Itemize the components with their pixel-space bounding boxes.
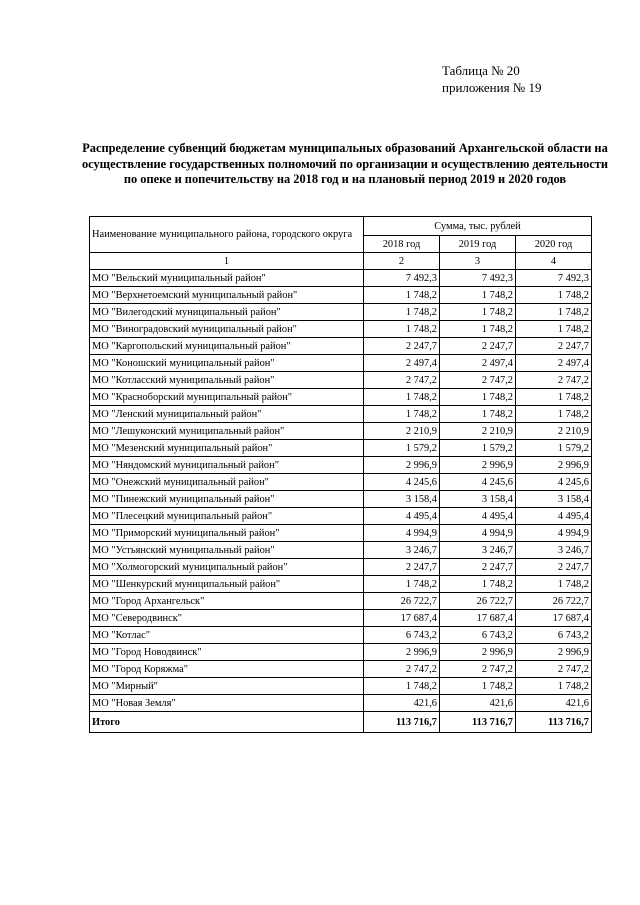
row-value-2020: 26 722,7 — [516, 593, 592, 610]
table-row — [90, 559, 592, 576]
row-value-2019: 1 748,2 — [440, 304, 516, 321]
row-value-2018: 1 748,2 — [364, 321, 440, 338]
row-value-2018: 1 748,2 — [364, 304, 440, 321]
row-value-2020: 2 247,7 — [516, 338, 592, 355]
table-row — [90, 644, 592, 661]
row-value-2019: 2 996,9 — [440, 457, 516, 474]
row-value-2018: 1 748,2 — [364, 287, 440, 304]
subvention-table — [89, 216, 592, 733]
table-row — [90, 474, 592, 491]
row-value-2019: 2 247,7 — [440, 559, 516, 576]
table-row — [90, 304, 592, 321]
row-value-2018: 3 246,7 — [364, 542, 440, 559]
header-sum-cell: Сумма, тыс. рублей — [364, 217, 592, 236]
row-name-cell: МО "Коношский муниципальный район" — [90, 355, 364, 372]
row-name-cell: МО "Мезенский муниципальный район" — [90, 440, 364, 457]
row-value-2019: 2 996,9 — [440, 644, 516, 661]
table-row — [90, 627, 592, 644]
row-value-2020: 4 245,6 — [516, 474, 592, 491]
row-value-2019: 2 747,2 — [440, 372, 516, 389]
row-name-cell: МО "Котласский муниципальный район" — [90, 372, 364, 389]
column-number-2: 2 — [364, 253, 440, 270]
row-value-2018: 1 748,2 — [364, 389, 440, 406]
row-value-2018: 7 492,3 — [364, 270, 440, 287]
table-row — [90, 610, 592, 627]
row-name-cell: МО "Устьянский муниципальный район" — [90, 542, 364, 559]
total-2020: 113 716,7 — [516, 712, 592, 733]
row-value-2019: 2 747,2 — [440, 661, 516, 678]
row-name-cell: МО "Приморский муниципальный район" — [90, 525, 364, 542]
row-value-2019: 421,6 — [440, 695, 516, 712]
header-year-2019: 2019 год — [440, 236, 516, 253]
row-value-2018: 2 497,4 — [364, 355, 440, 372]
table-row — [90, 593, 592, 610]
row-value-2019: 7 492,3 — [440, 270, 516, 287]
table-row — [90, 508, 592, 525]
row-value-2019: 6 743,2 — [440, 627, 516, 644]
row-name-cell: МО "Верхнетоемский муниципальный район" — [90, 287, 364, 304]
row-value-2019: 1 748,2 — [440, 678, 516, 695]
table-row — [90, 678, 592, 695]
row-value-2018: 1 748,2 — [364, 576, 440, 593]
row-name-cell: МО "Няндомский муниципальный район" — [90, 457, 364, 474]
row-name-cell: МО "Каргопольский муниципальный район" — [90, 338, 364, 355]
table-row — [90, 355, 592, 372]
row-value-2018: 2 247,7 — [364, 559, 440, 576]
row-value-2020: 2 996,9 — [516, 644, 592, 661]
row-value-2018: 4 245,6 — [364, 474, 440, 491]
row-value-2020: 2 247,7 — [516, 559, 592, 576]
table-body — [90, 270, 592, 712]
row-value-2020: 4 495,4 — [516, 508, 592, 525]
row-value-2018: 17 687,4 — [364, 610, 440, 627]
row-value-2020: 2 497,4 — [516, 355, 592, 372]
row-value-2020: 2 210,9 — [516, 423, 592, 440]
table-row — [90, 491, 592, 508]
table-row — [90, 389, 592, 406]
row-name-cell: МО "Ленский муниципальный район" — [90, 406, 364, 423]
row-name-cell: МО "Новая Земля" — [90, 695, 364, 712]
row-value-2018: 2 996,9 — [364, 457, 440, 474]
row-value-2019: 26 722,7 — [440, 593, 516, 610]
row-value-2019: 4 994,9 — [440, 525, 516, 542]
row-value-2018: 6 743,2 — [364, 627, 440, 644]
row-value-2019: 4 245,6 — [440, 474, 516, 491]
table-row — [90, 542, 592, 559]
row-value-2019: 4 495,4 — [440, 508, 516, 525]
row-value-2020: 2 747,2 — [516, 661, 592, 678]
header-name-cell: Наименование муниципального района, городского округа — [90, 217, 364, 253]
row-value-2018: 4 994,9 — [364, 525, 440, 542]
table-row — [90, 270, 592, 287]
row-value-2019: 2 247,7 — [440, 338, 516, 355]
table-row — [90, 321, 592, 338]
row-value-2019: 2 497,4 — [440, 355, 516, 372]
row-value-2020: 4 994,9 — [516, 525, 592, 542]
row-value-2020: 2 996,9 — [516, 457, 592, 474]
row-value-2020: 1 748,2 — [516, 389, 592, 406]
row-name-cell: МО "Красноборский муниципальный район" — [90, 389, 364, 406]
row-name-cell: МО "Северодвинск" — [90, 610, 364, 627]
annex-reference — [442, 62, 541, 96]
row-value-2019: 1 579,2 — [440, 440, 516, 457]
row-name-cell: МО "Мирный" — [90, 678, 364, 695]
annex-table-number: Таблица № 20 — [442, 63, 520, 78]
row-value-2020: 2 747,2 — [516, 372, 592, 389]
row-value-2019: 3 246,7 — [440, 542, 516, 559]
row-name-cell: МО "Вилегодский муниципальный район" — [90, 304, 364, 321]
row-name-cell: МО "Лешуконский муниципальный район" — [90, 423, 364, 440]
row-value-2018: 2 996,9 — [364, 644, 440, 661]
row-value-2019: 1 748,2 — [440, 287, 516, 304]
table-row — [90, 338, 592, 355]
row-value-2020: 1 748,2 — [516, 321, 592, 338]
row-value-2020: 7 492,3 — [516, 270, 592, 287]
row-value-2019: 17 687,4 — [440, 610, 516, 627]
row-value-2020: 3 246,7 — [516, 542, 592, 559]
row-value-2018: 1 579,2 — [364, 440, 440, 457]
row-value-2020: 1 748,2 — [516, 576, 592, 593]
table-row — [90, 457, 592, 474]
row-value-2018: 2 747,2 — [364, 372, 440, 389]
header-year-2020: 2020 год — [516, 236, 592, 253]
row-value-2020: 1 579,2 — [516, 440, 592, 457]
row-value-2018: 1 748,2 — [364, 678, 440, 695]
row-name-cell: МО "Город Коряжма" — [90, 661, 364, 678]
row-value-2018: 3 158,4 — [364, 491, 440, 508]
row-name-cell: МО "Шенкурский муниципальный район" — [90, 576, 364, 593]
row-value-2019: 2 210,9 — [440, 423, 516, 440]
row-value-2019: 1 748,2 — [440, 576, 516, 593]
row-value-2019: 3 158,4 — [440, 491, 516, 508]
document-title: Распределение субвенций бюджетам муниципальных образований Архангельской области на осуществление государственных полномочий по организации и осуществлению деятельности по опеке и попечительству на 2018 год и на плановый период 2019 и 2020 годов — [81, 141, 609, 186]
row-value-2019: 1 748,2 — [440, 389, 516, 406]
row-name-cell: МО "Виноградовский муниципальный район" — [90, 321, 364, 338]
total-row — [90, 712, 592, 733]
row-value-2020: 1 748,2 — [516, 678, 592, 695]
row-value-2018: 2 210,9 — [364, 423, 440, 440]
row-name-cell: МО "Плесецкий муниципальный район" — [90, 508, 364, 525]
total-2018: 113 716,7 — [364, 712, 440, 733]
column-number-4: 4 — [516, 253, 592, 270]
table-row — [90, 576, 592, 593]
column-number-3: 3 — [440, 253, 516, 270]
row-value-2018: 26 722,7 — [364, 593, 440, 610]
header-year-2018: 2018 год — [364, 236, 440, 253]
row-value-2018: 2 247,7 — [364, 338, 440, 355]
row-name-cell: МО "Пинежский муниципальный район" — [90, 491, 364, 508]
table-row — [90, 372, 592, 389]
row-value-2018: 2 747,2 — [364, 661, 440, 678]
table-row — [90, 440, 592, 457]
row-value-2018: 1 748,2 — [364, 406, 440, 423]
row-value-2020: 1 748,2 — [516, 287, 592, 304]
table-row — [90, 406, 592, 423]
row-value-2019: 1 748,2 — [440, 406, 516, 423]
row-name-cell: МО "Онежский муниципальный район" — [90, 474, 364, 491]
table-row — [90, 423, 592, 440]
table-row — [90, 525, 592, 542]
row-name-cell: МО "Котлас" — [90, 627, 364, 644]
total-label: Итого — [90, 712, 364, 733]
row-value-2020: 1 748,2 — [516, 406, 592, 423]
row-name-cell: МО "Холмогорский муниципальный район" — [90, 559, 364, 576]
column-number-1: 1 — [90, 253, 364, 270]
row-value-2020: 1 748,2 — [516, 304, 592, 321]
row-name-cell: МО "Город Архангельск" — [90, 593, 364, 610]
total-2019: 113 716,7 — [440, 712, 516, 733]
row-value-2020: 17 687,4 — [516, 610, 592, 627]
table-row — [90, 287, 592, 304]
row-name-cell: МО "Вельский муниципальный район" — [90, 270, 364, 287]
row-name-cell: МО "Город Новодвинск" — [90, 644, 364, 661]
annex-appendix-number: приложения № 19 — [442, 80, 542, 95]
row-value-2018: 421,6 — [364, 695, 440, 712]
table-row — [90, 661, 592, 678]
row-value-2018: 4 495,4 — [364, 508, 440, 525]
row-value-2020: 421,6 — [516, 695, 592, 712]
row-value-2020: 6 743,2 — [516, 627, 592, 644]
table-row — [90, 695, 592, 712]
row-value-2020: 3 158,4 — [516, 491, 592, 508]
row-value-2019: 1 748,2 — [440, 321, 516, 338]
